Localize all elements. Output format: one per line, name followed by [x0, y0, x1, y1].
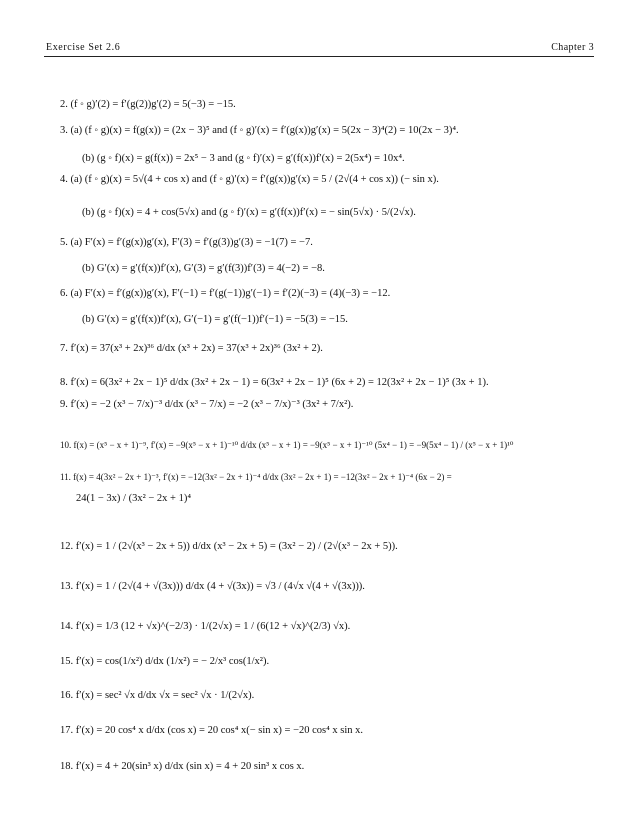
exercise-5a: 5. (a) F′(x) = f′(g(x))g′(x), F′(3) = f′(g(3))g′(3) = −1(7) = −7. [60, 237, 313, 248]
exercise-4a: 4. (a) (f ◦ g)(x) = 5√(4 + cos x) and (f ◦ g)′(x) = f′(g(x))g′(x) = 5 / (2√(4 + cos x)) (− sin x). [60, 174, 439, 185]
exercise-4b: (b) (g ◦ f)(x) = 4 + cos(5√x) and (g ◦ f)′(x) = g′(f(x))f′(x) = − sin(5√x) · 5/(2√x). [82, 207, 416, 218]
header-rule [44, 56, 594, 57]
exercise-14: 14. f′(x) = 1/3 (12 + √x)^(−2/3) · 1/(2√x) = 1 / (6(12 + √x)^(2/3) √x). [60, 621, 351, 632]
exercise-10: 10. f(x) = (x⁵ − x + 1)⁻⁹, f′(x) = −9(x⁵ − x + 1)⁻¹⁰ d/dx (x⁵ − x + 1) = −9(x⁵ − x + 1)⁻¹⁰ (5x⁴ − 1) = −9(5x⁴ − 1) / (x⁵ − x + 1)¹⁰ [60, 440, 514, 450]
exercise-16: 16. f′(x) = sec² √x d/dx √x = sec² √x · 1/(2√x). [60, 690, 255, 701]
exercise-3b: (b) (g ◦ f)(x) = g(f(x)) = 2x⁵ − 3 and (g ◦ f)′(x) = g′(f(x))f′(x) = 2(5x⁴) = 10x⁴. [82, 153, 405, 164]
exercise-6b: (b) G′(x) = g′(f(x))f′(x), G′(−1) = g′(f(−1))f′(−1) = −5(3) = −15. [82, 314, 348, 325]
exercise-15: 15. f′(x) = cos(1/x²) d/dx (1/x²) = − 2/x³ cos(1/x²). [60, 656, 270, 667]
exercise-3a: 3. (a) (f ◦ g)(x) = f(g(x)) = (2x − 3)⁵ and (f ◦ g)′(x) = f′(g(x))g′(x) = 5(2x − 3)⁴(2) = 10(2x − 3)⁴. [60, 125, 459, 136]
exercise-8: 8. f′(x) = 6(3x² + 2x − 1)⁵ d/dx (3x² + 2x − 1) = 6(3x² + 2x − 1)⁵ (6x + 2) = 12(3x² + 2x − 1)⁵ (3x + 1). [60, 377, 489, 388]
exercise-6a: 6. (a) F′(x) = f′(g(x))g′(x), F′(−1) = f′(g(−1))g′(−1) = f′(2)(−3) = (4)(−3) = −12. [60, 288, 391, 299]
page-header-right: Chapter 3 [551, 42, 594, 53]
exercise-5b: (b) G′(x) = g′(f(x))f′(x), G′(3) = g′(f(3))f′(3) = 4(−2) = −8. [82, 263, 325, 274]
exercise-12: 12. f′(x) = 1 / (2√(x³ − 2x + 5)) d/dx (x³ − 2x + 5) = (3x² − 2) / (2√(x³ − 2x + 5)). [60, 541, 398, 552]
exercise-13: 13. f′(x) = 1 / (2√(4 + √(3x))) d/dx (4 + √(3x)) = √3 / (4√x √(4 + √(3x))). [60, 581, 365, 592]
exercise-7: 7. f′(x) = 37(x³ + 2x)³⁶ d/dx (x³ + 2x) = 37(x³ + 2x)³⁶ (3x² + 2). [60, 343, 323, 354]
page-header-left: Exercise Set 2.6 [46, 42, 121, 53]
exercise-17: 17. f′(x) = 20 cos⁴ x d/dx (cos x) = 20 cos⁴ x(− sin x) = −20 cos⁴ x sin x. [60, 725, 364, 736]
exercise-9: 9. f′(x) = −2 (x³ − 7/x)⁻³ d/dx (x³ − 7/x) = −2 (x³ − 7/x)⁻³ (3x² + 7/x²). [60, 399, 354, 410]
exercise-2: 2. (f ◦ g)′(2) = f′(g(2))g′(2) = 5(−3) = −15. [60, 99, 236, 110]
exercise-11: 11. f(x) = 4(3x² − 2x + 1)⁻³, f′(x) = −12(3x² − 2x + 1)⁻⁴ d/dx (3x² − 2x + 1) = −12(3x² − 2x + 1)⁻⁴ (6x − 2) = [60, 472, 452, 482]
exercise-18: 18. f′(x) = 4 + 20(sin³ x) d/dx (sin x) = 4 + 20 sin³ x cos x. [60, 761, 305, 772]
exercise-11-result: 24(1 − 3x) / (3x² − 2x + 1)⁴ [76, 493, 191, 504]
